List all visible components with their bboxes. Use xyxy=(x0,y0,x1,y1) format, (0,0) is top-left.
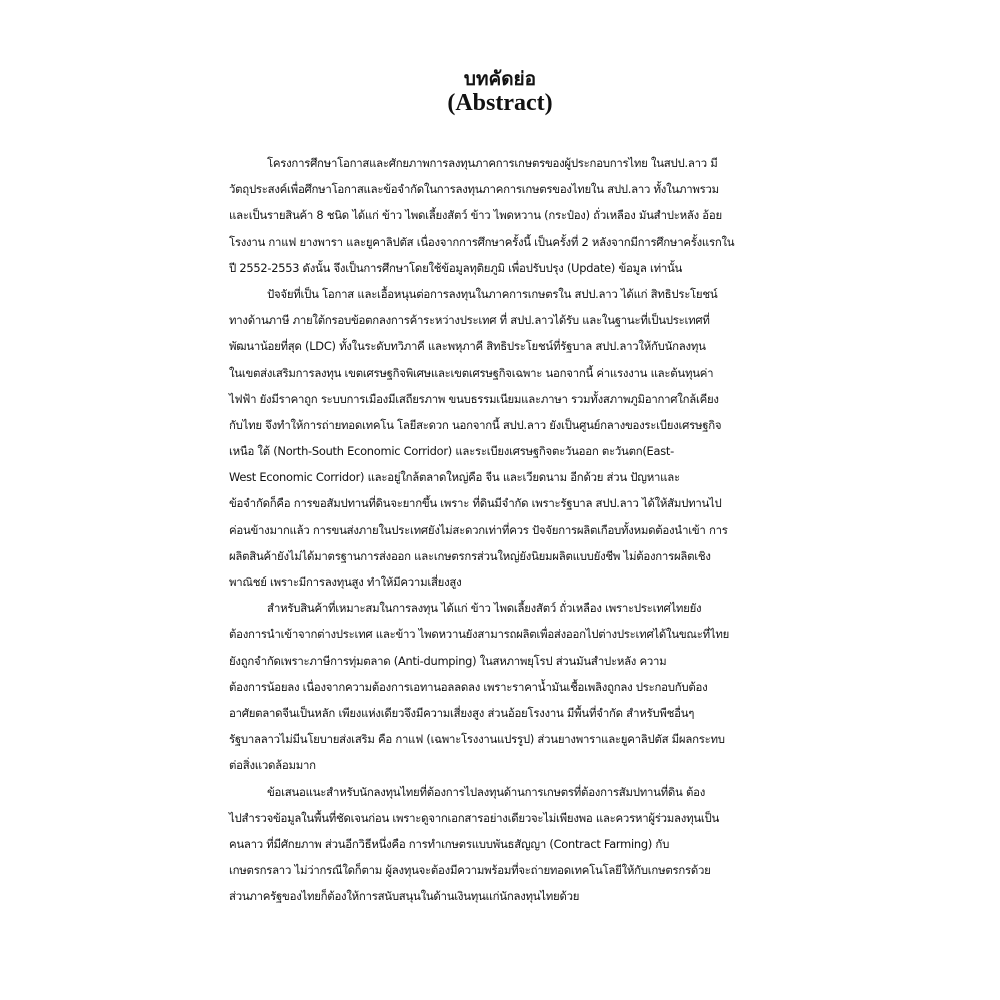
abstract-body xyxy=(229,150,774,909)
text-line: West Economic Corridor) และอยู่ใกล้ตลาดใหญ่คือ จีน และเวียดนาม อีกด้วย ส่วน ปัญหาและ xyxy=(229,470,680,485)
text-line: และเป็นรายสินค้า 8 ชนิด ได้แก่ ข้าว ไพดเลี้ยงสัตว์ ข้าว ไพดหวาน (กระป๋อง) ถั่วเหลือง มันสำปะหลัง อ้อย xyxy=(229,208,722,223)
text-line: เกษตรกรลาว ไม่ว่ากรณีใดก็ตาม ผู้ลงทุนจะต้องมีความพร้อมที่จะถ่ายทอดเทคโนโลยีให้กับเกษตรกรด้วย xyxy=(229,863,711,878)
abstract-title-english: (Abstract) xyxy=(447,90,553,116)
text-line: ผลิตสินค้ายังไม่ได้มาตรฐานการส่งออก และเกษตรกรส่วนใหญ่ยังนิยมผลิตแบบยังชีพ ไม่ต้องการผลิตเชิง xyxy=(229,548,711,563)
text-line: อาศัยตลาดจีนเป็นหลัก เพียงแห่งเดียวจึงมีความเสี่ยงสูง ส่วนอ้อยโรงงาน มีพื้นที่จำกัด สำหรับพืชอื่นๆ xyxy=(229,705,695,720)
abstract-title-thai: บทคัดย่อ xyxy=(463,68,537,90)
text-line: ค่อนข้างมากแล้ว การขนส่งภายในประเทศยังไม่สะดวกเท่าที่ควร ปัจจัยการผลิตเกือบทั้งหมดต้องนำเข้า การ xyxy=(229,522,728,537)
text-line: พัฒนาน้อยที่สุด (LDC) ทั้งในระดับทวิภาคี และพหุภาคี สิทธิประโยชน์ที่รัฐบาล สปป.ลาวให้กับนักลงทุน xyxy=(229,339,706,354)
text-line: ข้อเสนอแนะสำหรับนักลงทุนไทยที่ต้องการไปลงทุนด้านการเกษตรที่ต้องการสัมปทานที่ดิน ต้อง xyxy=(267,784,706,799)
text-line: ในเขตส่งเสริมการลงทุน เขตเศรษฐกิจพิเศษและเขตเศรษฐกิจเฉพาะ นอกจากนี้ ค่าแรงงาน และต้นทุนค่า xyxy=(229,365,714,380)
text-line: โรงงาน กาแฟ ยางพารา และยูคาลิปตัส เนื่องจากการศึกษาครั้งนี้ เป็นครั้งที่ 2 หลังจากมีการศึกษาครั้งแรกใน xyxy=(229,234,735,249)
text-line: ส่วนภาครัฐของไทยก็ต้องให้การสนับสนุนในด้านเงินทุนแก่นักลงทุนไทยด้วย xyxy=(229,889,580,904)
text-line: ต่อสิ่งแวดล้อมมาก xyxy=(229,758,316,773)
text-line: กับไทย จึงทำให้การถ่ายทอดเทคโน โลยีสะดวก นอกจากนี้ สปป.ลาว ยังเป็นศูนย์กลางของระเบียงเศรษฐกิจ xyxy=(229,417,722,432)
text-line: ปี 2552-2553 ดังนั้น จึงเป็นการศึกษาโดยใช้ข้อมูลทุติยภูมิ เพื่อปรับปรุง (Update) ข้อมูล เท่านั้น xyxy=(229,260,683,275)
text-line: วัตถุประสงค์เพื่อศึกษาโอกาสและข้อจำกัดในการลงทุนภาคการเกษตรของไทยใน สปป.ลาว ทั้งในภาพรวม xyxy=(229,182,719,197)
text-line: ไปสำรวจข้อมูลในพื้นที่ชัดเจนก่อน เพราะดูจากเอกสารอย่างเดียวจะไม่เพียงพอ และควรหาผู้ร่วมลงทุนเป็น xyxy=(229,810,720,825)
text-line: โครงการศึกษาโอกาสและศักยภาพการลงทุนภาคการเกษตรของผู้ประกอบการไทย ในสปป.ลาว มี xyxy=(267,156,718,170)
text-line: เหนือ ใต้ (North-South Economic Corridor) และระเบียงเศรษฐกิจตะวันออก ตะวันตก(East- xyxy=(229,444,674,459)
text-line: ปัจจัยที่เป็น โอกาส และเอื้อหนุนต่อการลงทุนในภาคการเกษตรใน สปป.ลาว ได้แก่ สิทธิประโยชน์ xyxy=(267,286,718,301)
text-line: ยังถูกจำกัดเพราะภาษีการทุ่มตลาด (Anti-dumping) ในสหภาพยุโรป ส่วนมันสำปะหลัง ความ xyxy=(229,653,667,668)
text-line: ทางด้านภาษี ภายใต้กรอบข้อตกลงการค้าระหว่างประเทศ ที่ สปป.ลาวได้รับ และในฐานะที่เป็นประเทศที่ xyxy=(229,313,710,328)
text-line: ต้องการนำเข้าจากต่างประเทศ และข้าว ไพดหวานยังสามารถผลิตเพื่อส่งออกไปต่างประเทศได้ในขณะที่ไทย xyxy=(229,627,730,642)
text-line: สำหรับสินค้าที่เหมาะสมในการลงทุน ได้แก่ ข้าว ไพดเลี้ยงสัตว์ ถั่วเหลือง เพราะประเทศไทยยัง xyxy=(267,601,702,616)
text-line: คนลาว ที่มีศักยภาพ ส่วนอีกวิธีหนึ่งคือ การทำเกษตรแบบพันธสัญญา (Contract Farming) กับ xyxy=(229,836,670,851)
text-line: ไฟฟ้า ยังมีราคาถูก ระบบการเมืองมีเสถียรภาพ ขนบธรรมเนียมและภาษา รวมทั้งสภาพภูมิอากาศใกล้เคียง xyxy=(229,391,719,406)
text-line: ข้อจำกัดก็คือ การขอสัมปทานที่ดินจะยากขึ้น เพราะ ที่ดินมีจำกัด เพราะรัฐบาล สปป.ลาว ได้ให้สัมปทานไป xyxy=(229,496,722,511)
text-line: พาณิชย์ เพราะมีการลงทุนสูง ทำให้มีความเสี่ยงสูง xyxy=(229,575,462,589)
text-line: รัฐบาลลาวไม่มีนโยบายส่งเสริม คือ กาแฟ (เฉพาะโรงงานแปรรูป) ส่วนยางพาราและยูคาลิปตัส มีผลกระทบ xyxy=(229,732,725,747)
text-line: ต้องการน้อยลง เนื่องจากความต้องการเอทานอลลดลง เพราะราคาน้ำมันเชื้อเพลิงถูกลง ประกอบกับต้อง xyxy=(229,679,708,694)
